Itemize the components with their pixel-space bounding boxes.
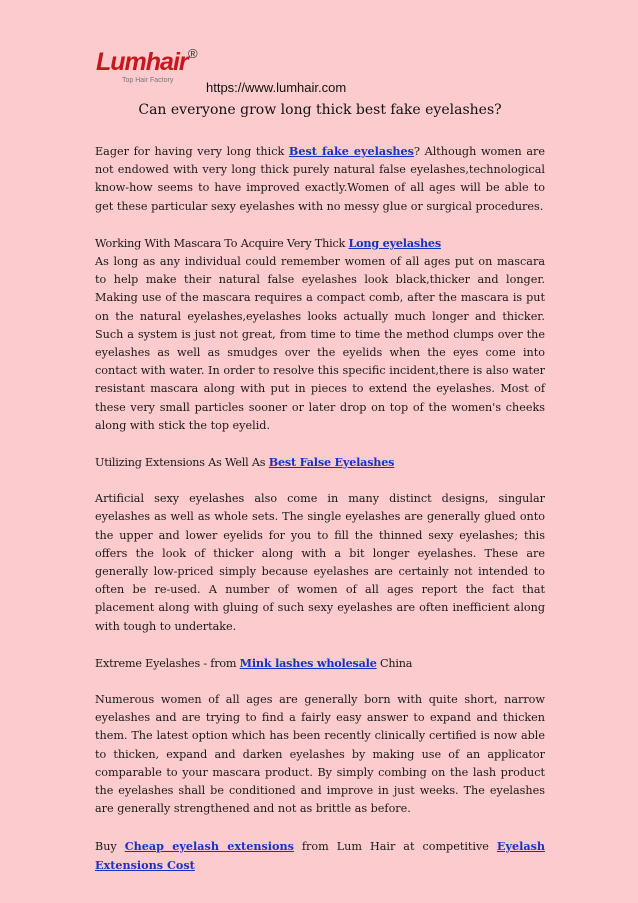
heading-text: Working With Mascara To Acquire Very Thick <box>95 236 349 250</box>
intro-text-after: ? Although women are not endowed with very long thick purely natural false eyelashes,technological know-how seems to have improved exactly.Women of all ages will be able to get these particular sexy eyelashes with no messy glue or surgical procedures. <box>95 145 545 213</box>
section-heading-extreme <box>95 654 545 673</box>
closing-paragraph <box>95 837 545 875</box>
lumhair-logo[interactable] <box>96 46 198 84</box>
page-title: Can everyone grow long thick best fake eyelashes? <box>138 102 502 118</box>
logo-text: Lumhair <box>96 48 188 76</box>
mascara-paragraph: As long as any individual could remember women of all ages put on mascara to help make their natural false eyelashes look black,thicker and longer. Making use of the mascara requires a compact comb, after the mascara is put on the natural eyelashes,eyelashes looks actually much longer and thicker. Such a system is just not great, from time to time the method clumps over the eyelashes as well as smudges over the eyelids when the eyes come into contact with water. In order to resolve this specific incident,there is also water resistant mascara along with put in pieces to extend the eyelashes. Most of these very small particles sooner or later drop on top of the women's cheeks along with stick the top eyelid. <box>95 255 545 432</box>
cheap-eyelash-extensions-link[interactable]: Cheap eyelash extensions <box>124 838 294 853</box>
mink-lashes-wholesale-link[interactable]: Mink lashes wholesale <box>239 655 377 670</box>
heading-text: Utilizing Extensions As Well As <box>95 456 269 470</box>
page-header <box>96 44 556 104</box>
extreme-paragraph: Numerous women of all ages are generally born with quite short, narrow eyelashes and are trying to find a fairly easy answer to expand and thicken them. The latest option which has been recently clinically certified is now able to thicken, expand and darken eyelashes by making use of an applicator comparable to your mascara product. By simply combing on the lash product the eyelashes shall be conditioned and improve in just weeks. The eyelashes are generally strengthened and not as brittle as before. <box>95 693 545 816</box>
section-heading-extensions <box>95 453 545 472</box>
intro-paragraph <box>95 142 545 216</box>
long-eyelashes-link[interactable]: Long eyelashes <box>348 235 441 250</box>
extensions-paragraph: Artificial sexy eyelashes also come in many distinct designs, singular eyelashes as well as whole sets. The single eyelashes are generally glued onto the upper and lower eyelids for you to fill the thinned sexy eyelashes; this offers the look of thicker along with a bit longer eyelashes. These are generally low-priced simply because eyelashes are certainly not intended to often be re-used. A number of women of all ages report the fact that placement along with gluing of such sexy eyelashes are often inefficient along with tough to undertake. <box>95 492 545 633</box>
article-body <box>95 142 545 893</box>
eyelash-extensions-cost-link[interactable]: Eyelash Extensions Cost <box>95 838 545 872</box>
heading-text-after: China <box>376 656 413 670</box>
section-heading-mascara <box>95 234 545 253</box>
best-false-eyelashes-link[interactable]: Best False Eyelashes <box>268 455 395 470</box>
best-fake-eyelashes-link[interactable]: Best fake eyelashes <box>288 144 414 158</box>
logo-tagline: Top Hair Factory <box>122 77 174 84</box>
intro-text-before: Eager for having very long thick <box>95 145 289 158</box>
site-url[interactable]: https://www.lumhair.com <box>206 80 347 95</box>
registered-mark: ® <box>188 46 198 61</box>
heading-text: Extreme Eyelashes - from <box>95 656 240 670</box>
closing-text-middle: from Lum Hair at competitive <box>293 839 497 853</box>
closing-text-before: Buy <box>95 839 125 853</box>
